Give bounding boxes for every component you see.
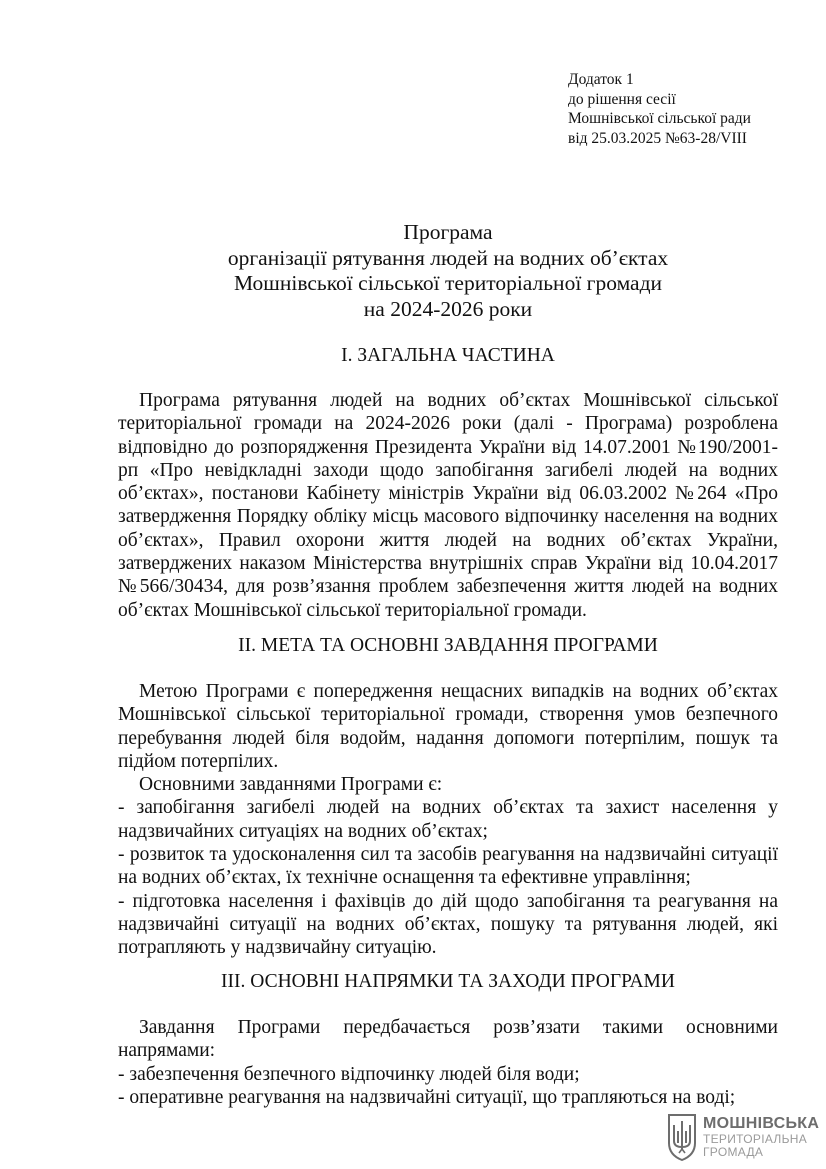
text-line: підйом потерпілих. [118,750,279,772]
section-1-heading: І. ЗАГАЛЬНА ЧАСТИНА [341,345,555,366]
text-line: об’єктах Мошнівської сільської територіальної громади. [118,599,587,621]
text-line: затвердження Порядку обліку місць масового відпочинку населення на водних [118,506,778,528]
text-line: територіальної громади на 2024-2026 роки (далі - Програма) розроблена [118,413,778,435]
text-line: об’єктах», постанови Кабінету міністрів України від 06.03.2002 №264 «Про [118,483,778,505]
logo-subtitle: ГРОМАДА [703,1145,764,1159]
annex-line: від 25.03.2025 №63-28/VIII [568,129,747,147]
text-line: Завдання Програми передбачається розв’язати такими основними [139,1017,778,1038]
annex-block [568,70,751,148]
list-item-line: на водних об’єктах, їх технічне оснащення та ефективне управління; [118,867,691,889]
list-item-line: - запобігання загибелі людей на водних об’єктах та захист населення у [118,797,778,819]
list-item-line: надзвичайні ситуації на водних об’єктах, пошуку та рятування людей, які [118,913,778,935]
list-item-line: потрапляють у надзвичайну ситуацію. [118,937,437,959]
title-line: організації рятування людей на водних об’єктах [227,245,669,270]
annex-line: до рішення сесії [568,90,676,108]
title-line: Програма [403,220,493,244]
list-item-line: - підготовка населення і фахівців до дій щодо запобігання та реагування на [118,890,778,912]
title-line: на 2024-2026 роки [363,296,533,321]
logo-title: МОШНІВСЬКА [703,1115,820,1132]
list-item-line: - оперативне реагування на надзвичайні ситуації, що трапляються на воді; [118,1086,736,1108]
section-2-paragraph [118,680,778,960]
text-line: відповідно до розпорядження Президента України від 14.07.2001 №190/2001- [118,436,778,458]
text-line: затверджених наказом Міністерства внутрішніх справ України від 10.04.2017 [118,553,778,575]
text-line: №566/30434, для розв’язання проблем забезпечення життя людей на водних [118,576,778,598]
list-item-line: надзвичайних ситуаціях на водних об’єктах; [118,820,488,842]
community-logo [667,1113,820,1163]
trident-coat-of-arms-icon [667,1113,697,1161]
section-3-paragraph [118,1016,778,1109]
text-line: напрямами: [118,1040,216,1062]
document-title [118,220,778,322]
list-item-line: - розвиток та удосконалення сил та засобів реагування на надзвичайні ситуації [118,844,778,866]
annex-line: Додаток 1 [568,71,634,88]
logo-subtitle: ТЕРИТОРІАЛЬНА [703,1132,808,1146]
text-line: об’єктах», Правил охорони життя людей на водних об’єктах України, [118,529,778,551]
annex-line: Мошнівської сільської ради [568,110,751,127]
section-1-paragraph [118,389,778,622]
list-item-line: - забезпечення безпечного відпочинку людей біля води; [118,1063,580,1085]
text-line: Метою Програми є попередження нещасних випадків на водних об’єктах [139,681,778,702]
section-3-heading: ІІІ. ОСНОВНІ НАПРЯМКИ ТА ЗАХОДИ ПРОГРАМИ [221,971,675,992]
text-line: Мошнівської сільської територіальної громади, створення умов безпечного [118,704,778,726]
title-line: Мошнівської сільської територіальної громади [233,271,663,295]
text-line: рп «Про невідкладні заходи щодо запобігання загибелі людей на водних [118,459,778,481]
section-2-heading: ІІ. МЕТА ТА ОСНОВНІ ЗАВДАННЯ ПРОГРАМИ [238,635,658,656]
text-line: перебування людей біля водойм, надання допомоги потерпілим, пошук та [118,727,778,749]
text-line: Програма рятування людей на водних об’єктах Мошнівської сільської [139,390,778,411]
text-line: Основними завданнями Програми є: [139,774,443,796]
